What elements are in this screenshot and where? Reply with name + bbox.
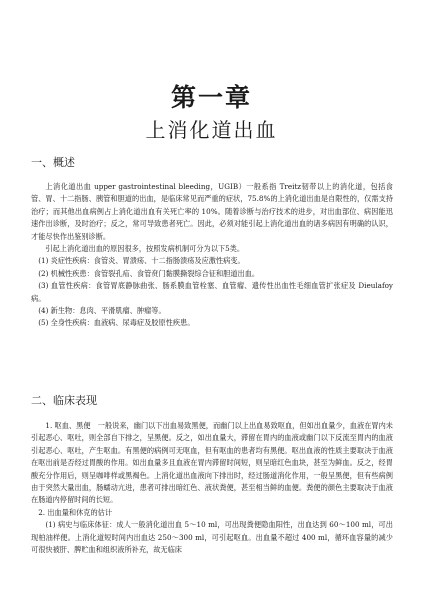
- chapter-title: 上消化道出血: [145, 118, 278, 142]
- section-heading-clinical: 二、临床表现: [31, 394, 97, 407]
- chapter-number: 第一章: [170, 83, 252, 112]
- cause-list-item: (4) 新生物：息肉、平滑肌瘤、肿瘤等。: [38, 306, 166, 316]
- clinical-paragraph: 1. 呕血、黑便 一般说来，幽门以下出血易致黑便，而幽门以上出血易致呕血，但如出血量少，血液在胃内未引起恶心、呕吐，则全部自下排之，呈黑便。反之，如出血量大，滞留在胃内的血液或幽门以下反流至胃内的血液引起恶心、呕吐，产生呕血。有黑便的病例可无呕血，但有呕血的患者均有黑便。呕出血液的性质主要取决于血液在呕出前是否经过胃酸的作用。如出血量多且血液在胃内滞留时间短，则呈暗红色血块，甚至为鲜血。反之，经胃酸充分作用后，则呈咖啡样或黑褐色。上消化道出血液向下排出时，经过肠道消化作用，一般呈黑便，但有些病例由于突然大量出血，肠蠕动亢进，患者可排出暗红色、液状粪便，甚至相当鲜的血便。粪便的颜色主要取决于血液在肠道内停留时间的长短。: [31, 421, 393, 505]
- cause-list-item: (1) 炎症性疾病：食管炎、胃溃疡、十二指肠溃疡及应激性病变。: [38, 256, 245, 266]
- clinical-paragraph: (1) 病史与临床体征：成人一般消化道出血 5～10 ml，可出现粪便隐血阳性，出血达到 60～100 ml，可出现柏油样便。上消化道短时间内出血达 250～300 ml，可引起呕血。出血量不超过 400 ml，循环血容量的减少可很快被肝、脾贮血和组织液所补充，故无临床: [31, 520, 393, 555]
- clinical-body: [31, 420, 393, 556]
- clinical-subheading: 2. 出血量和休克的估计: [38, 507, 113, 517]
- cause-list-item: (5) 全身性疾病：血液病、尿毒症及胶原性疾患。: [38, 318, 195, 328]
- overview-body: [31, 181, 393, 330]
- cause-list-item: (2) 机械性疾患：食管裂孔疝、食管贲门黏膜撕裂综合征和胆道出血。: [38, 268, 260, 278]
- overview-paragraph: 上消化道出血 upper gastrointestinal bleeding，UGIB）一般系指 Treitz韧带以上的消化道，包括食管、胃、十二指肠、胰管和胆道的出血，是临床常见而严重的症状，75.8%的上消化道出血是自限性的，仅需支持治疗；而其他出血病例占上消化道出血有关死亡率的 10%。随着诊断与治疗技术的进步，对出血部位、病因能迅速作出诊断，及时治疗；反之，常可导致患者死亡。因此，必须对能引起上消化道出血的诸多病因有明确的认识，才能尽快作出鉴别诊断。: [31, 182, 393, 241]
- overview-paragraph: 引起上消化道出血的原因很多，按照发病机制可分为以下5类。: [45, 244, 245, 254]
- section-heading-overview: 一、概述: [31, 156, 75, 169]
- cause-list-item: (3) 血管性疾病：食管胃底静脉曲张、肠系膜血管栓塞、血管瘤、遗传性出血性毛细血管扩张症及 Dieulafoy病。: [31, 281, 393, 303]
